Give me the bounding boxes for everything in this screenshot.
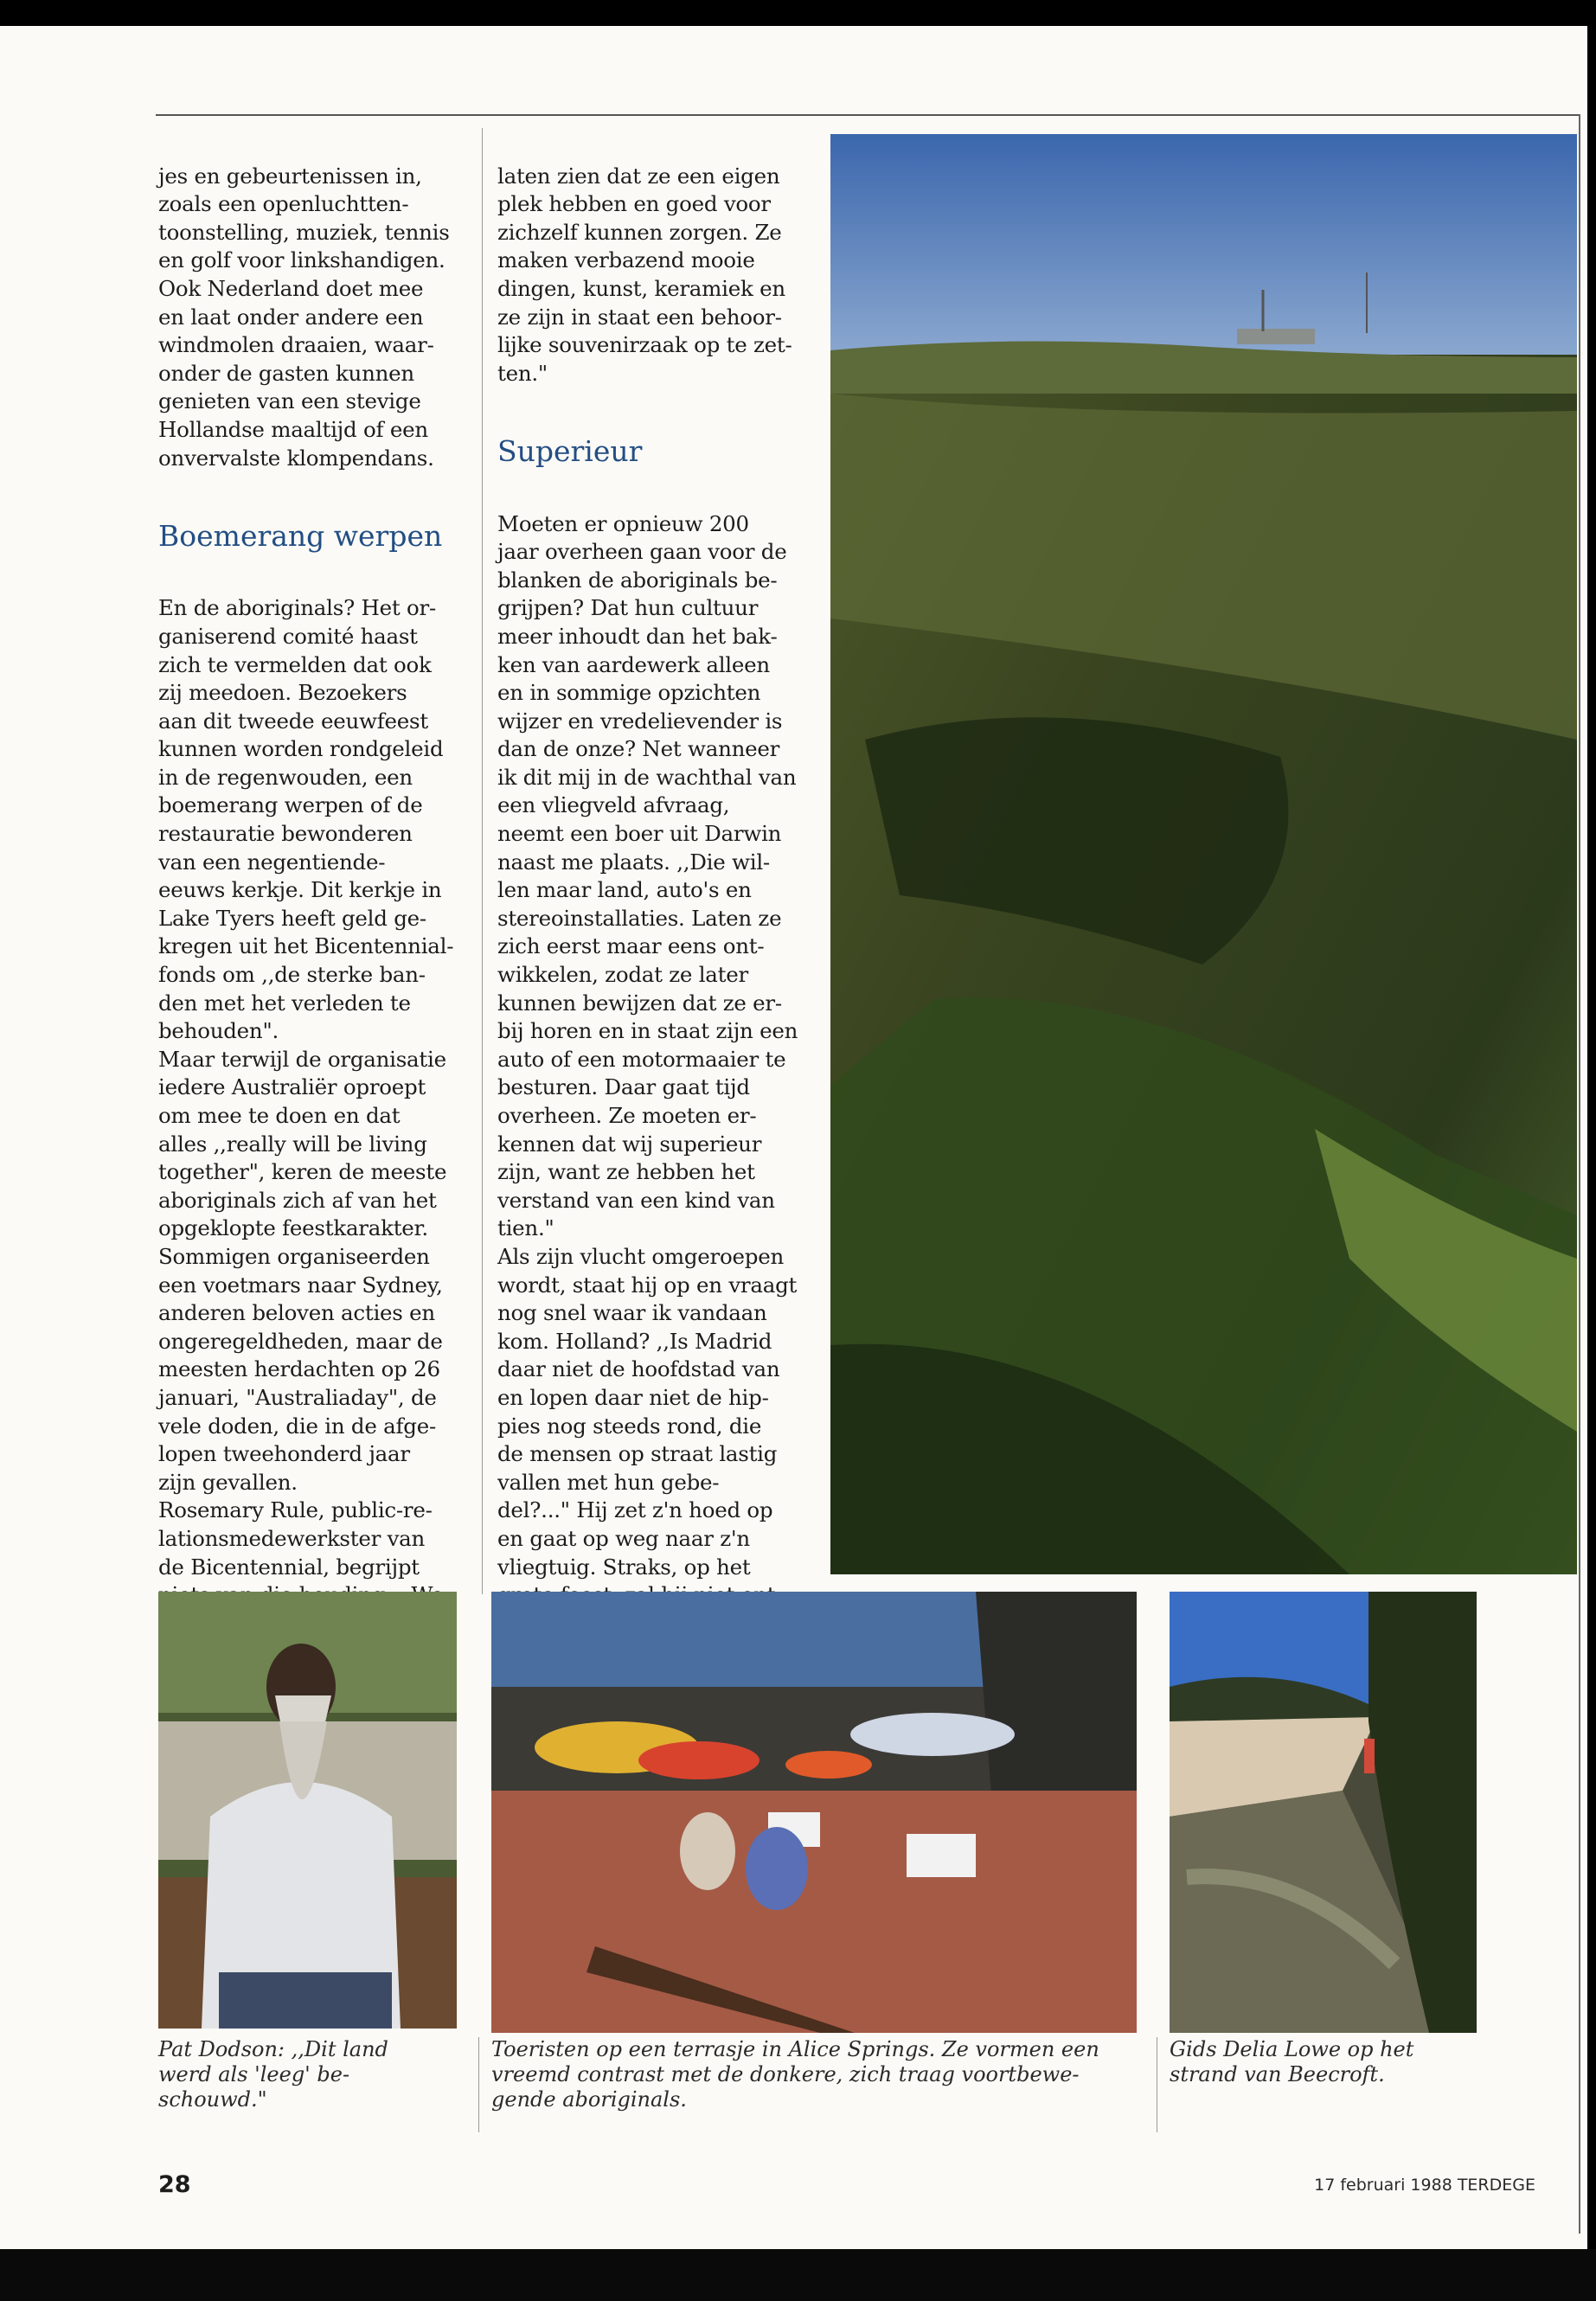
tourists-terrace-photo bbox=[491, 1592, 1137, 2033]
page-number: 28 bbox=[158, 2171, 191, 2198]
column-2-body-text: Moeten er opnieuw 200 jaar overheen gaan voor de blanken de aboriginals be- grijpen? Dat hun cultuur meer inhoudt dan het bak- ken van aardewerk alleen en in sommige opzichten wijzer en vredelievender is dan de onze? Net wanneer ik dit mij in de wachthal van een vliegveld afvraag, neemt een boer uit Darwin naast me plaats. ,,Die wil- len maar land, auto's en stereoinstallaties. Laten ze zich eerst maar eens ont- wikkelen, zodat ze later kunnen bewijzen dat ze er- bij horen en in staat zijn een auto of een motormaaier te besturen. Daar gaat tijd overheen. Ze moeten er- kennen dat wij superieur zijn, want ze hebben het verstand van een kind van tien." Als zijn vlucht omgeroepen wordt, staat hij op en vraagt nog snel waar ik vandaan kom. Holland? ,,Is Madrid daar niet de hoofdstad van en lopen daar niet de hip- pies nog steeds rond, die de mensen op straat lastig vallen met hun gebe- del?..." Hij zet z'n hoed op en gaat op weg naar z'n vliegtuig. Straks, op het bbox=[497, 510, 798, 1580]
issue-date-masthead: 17 februari 1988 TERDEGE bbox=[1314, 2176, 1535, 2195]
beecroft-beach-photo bbox=[1170, 1592, 1477, 2033]
column-divider bbox=[482, 128, 483, 1594]
top-rule bbox=[156, 114, 1580, 116]
column-1-body-text: En de aboriginals? Het or- ganiserend comité haast zich te vermelden dat ook zij meedoen. Bezoekers aan dit tweede eeuwfeest kunnen worden rondgeleid in de regenwouden, een boemerang werpen of de restauratie bewonderen van een negentiende- eeuws kerkje. Dit kerkje in Lake Tyers heeft geld ge- kregen uit het Bicentennial- fonds om ,,de sterke ban- den met het verleden te behouden". Maar terwijl de organisatie iedere Australiër oproept om mee te doen en dat alles ,,really will be living together", keren de meeste aboriginals zich af van het opgeklopte feestkarakter. Sommigen organiseerden een voetmars naar Sydney, anderen beloven acties en ongeregeldheden, maar de meesten herdachten op 26 januari, "Australiaday", de vele doden, die in de afge- lopen tweehonderd jaar zijn gevallen. Rosemary Rule, public-re- lationsmedewerkster van de Bicentennial, begrijpt bbox=[158, 595, 454, 1580]
article-column-1 bbox=[158, 134, 470, 1666]
subheading-boemerang-werpen: Boemerang werpen bbox=[158, 518, 443, 553]
scan-border bbox=[0, 2249, 1596, 2301]
article-column-2 bbox=[497, 134, 809, 1666]
caption-divider bbox=[478, 2037, 479, 2132]
caption-tourists: Toeristen op een terrasje in Alice Springs. Ze vormen een vreemd contrast met de donkere, zich traag voortbewe- gende aboriginals. bbox=[491, 2037, 1099, 2112]
column-1-intro-text: jes en gebeurtenissen in, zoals een openluchtten- toonstelling, muziek, tennis en golf voor linkshandigen. Ook Nederland doet mee en laat onder andere een windmolen draaien, waar- onder de gasten kunnen genieten van een stevige Hollandse maaltijd of een onvervalste klompendans. bbox=[158, 163, 450, 471]
right-rule bbox=[1579, 114, 1580, 2234]
magazine-page bbox=[0, 26, 1587, 2249]
caption-delia-lowe: Gids Delia Lowe op het strand van Beecroft. bbox=[1170, 2037, 1414, 2086]
subheading-superieur: Superieur bbox=[497, 433, 643, 468]
pat-dodson-photo bbox=[158, 1592, 457, 2029]
hillside-photo bbox=[830, 134, 1577, 1574]
caption-pat-dodson: Pat Dodson: ,,Dit land werd als 'leeg' be- schouwd." bbox=[158, 2037, 388, 2112]
column-2-intro-text: laten zien dat ze een eigen plek hebben en goed voor zichzelf kunnen zorgen. Ze maken verbazend mooie dingen, kunst, keramiek en ze zijn in staat een behoor- lijke souvenirzaak op te zet- ten." bbox=[497, 163, 792, 386]
